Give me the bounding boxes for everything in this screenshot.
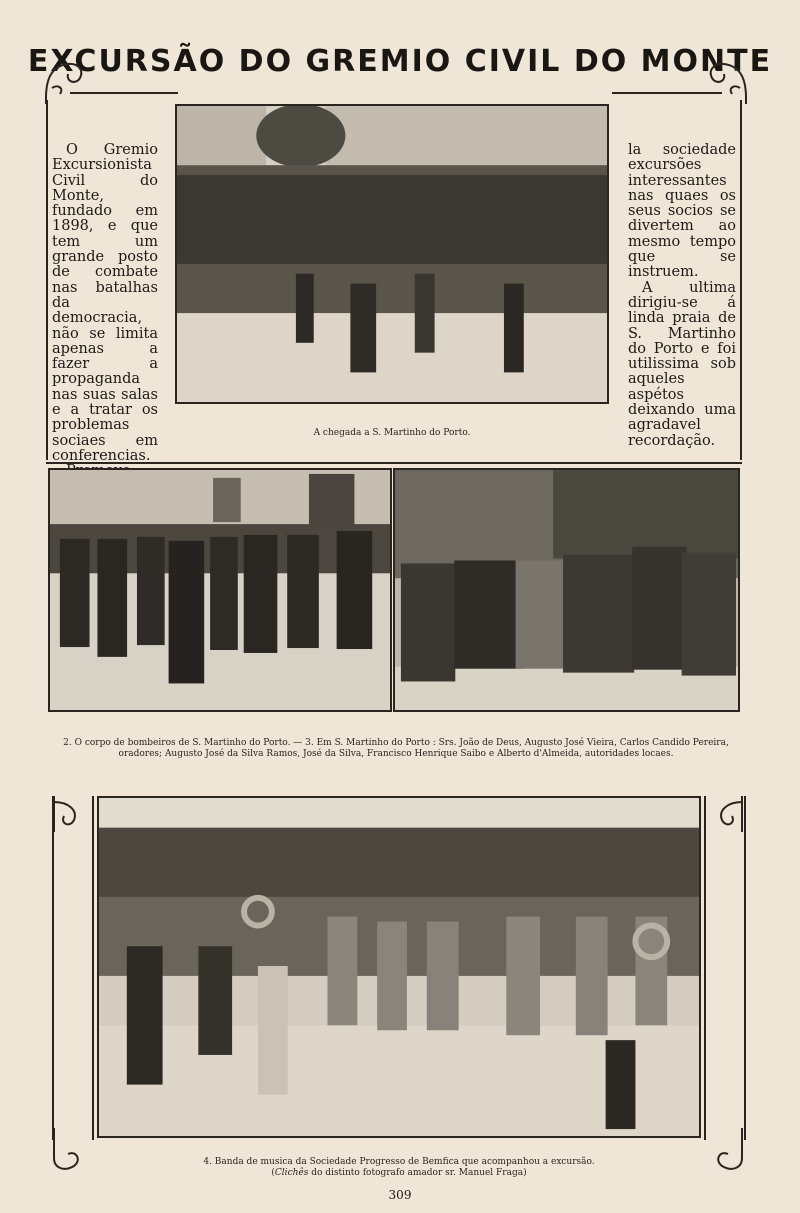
frame-rule xyxy=(70,92,178,94)
frame-rule xyxy=(612,92,722,94)
frame-rule xyxy=(740,100,742,460)
photo-speakers xyxy=(393,468,740,712)
photo-music-band xyxy=(97,796,701,1138)
page-title: EXCURSÃO DO GREMIO CIVIL DO MONTE xyxy=(27,44,773,79)
caption-line: (Clichês do distinto fotografo amador sr. Manuel Fraga) xyxy=(271,1168,527,1178)
left-text-column xyxy=(52,143,158,495)
frame-rule xyxy=(92,796,94,1140)
frame-rule xyxy=(704,796,706,1140)
paragraph: la sociedade excursões interessantes nas quaes os seus socios se divertem ao mesmo tempo que se instruem. xyxy=(628,142,736,281)
right-text-column xyxy=(628,143,736,449)
caption-italic: Clichês xyxy=(274,1168,309,1178)
page-number: 309 xyxy=(388,1188,412,1202)
photo-arrival-crowd xyxy=(175,104,609,404)
frame-rule xyxy=(52,796,54,1140)
ornament-icon xyxy=(48,1128,94,1174)
ornament-icon xyxy=(702,792,748,838)
caption-line: 4. Banda de musica da Sociedade Progresso de Bemfica que acompanhou a excursão. xyxy=(203,1157,595,1167)
caption-photos-2-3: 2. O corpo de bombeiros de S. Martinho do Porto. — 3. Em S. Martinho do Porto : Srs. João de Deus, Augusto José Vieira, Carlos Candido Pereira, oradores; Augusto José da Silva Ramos, José da Silva, Francisco Henrique Saibo e Alberto d'Almeida, autoridades locaes. xyxy=(63,738,729,759)
ornament-icon xyxy=(704,58,750,104)
ornament-icon xyxy=(702,1128,748,1174)
caption-arrival: A chegada a S. Martinho do Porto. xyxy=(313,428,471,438)
caption-music-band xyxy=(97,1157,701,1179)
frame-rule xyxy=(46,100,48,460)
paragraph: A ultima dirigiu-se á linda praia de S. Martinho do Porto e foi utilissima sob aqueles aspétos deixando uma agradavel recordação. xyxy=(628,279,736,449)
caption-rest: do distinto fotografo amador sr. Manuel Fraga) xyxy=(308,1168,527,1178)
photo-firemen xyxy=(48,468,392,712)
paragraph: O Gremio Excursionista Civil do Monte, fundado em 1898, e que tem um grande posto de combate nas batalhas da democracia, não se limita apenas a fazer a propaganda nas suas salas e a tratar os problemas sociaes em conferencias. xyxy=(52,142,158,464)
ornament-icon xyxy=(48,792,94,838)
frame-rule xyxy=(744,796,746,1140)
ornament-icon xyxy=(42,58,88,104)
